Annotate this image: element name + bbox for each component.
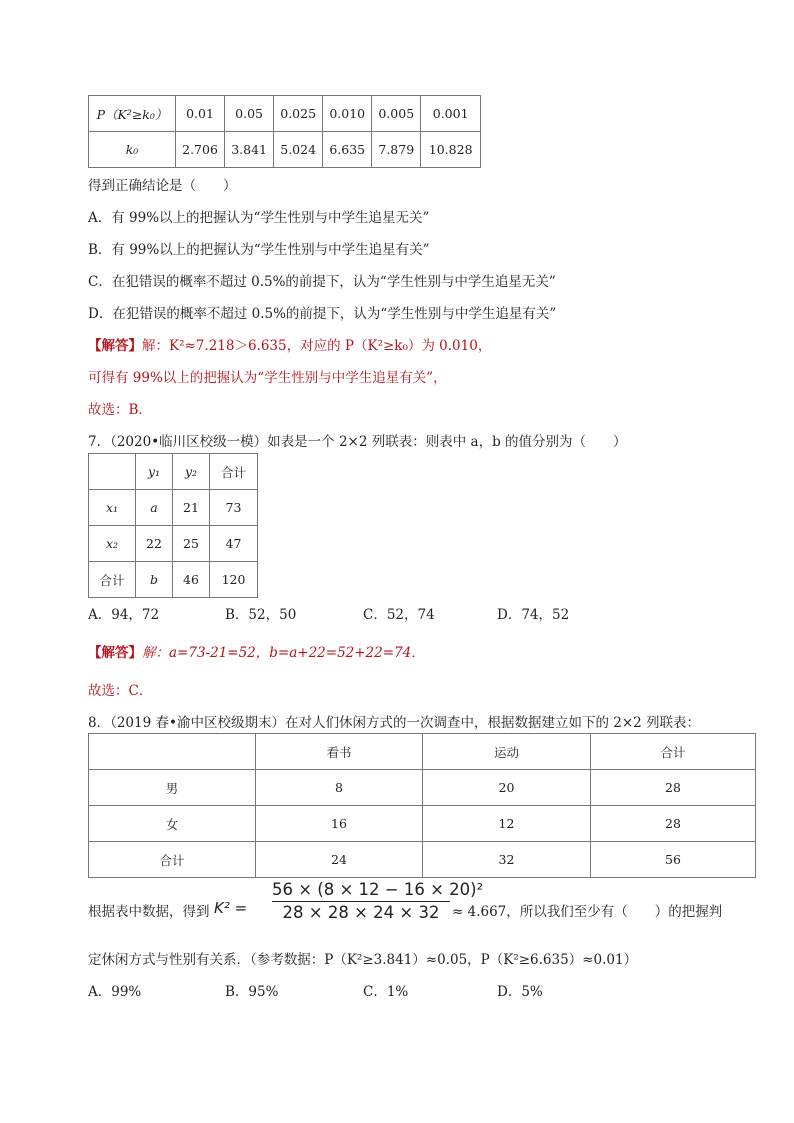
option-d: D．5%: [497, 984, 543, 1000]
table-cell: 8: [256, 770, 423, 806]
table-cell: 28: [591, 806, 756, 842]
table-cell: 0.01: [176, 96, 225, 132]
table-cell: 73: [210, 490, 258, 526]
table-header-cell: 运动: [423, 734, 591, 770]
answer-text: 解：K²≈7.218＞6.635，对应的 P（K²≥k₀）为 0.010，: [142, 338, 492, 354]
answer-choice: 故选：B．: [88, 402, 152, 418]
table-header-cell: P（K²≥k₀）: [89, 96, 176, 132]
fraction-numerator: 56 × (8 × 12 − 16 × 20)²: [272, 880, 484, 899]
table-header-cell: k₀: [89, 132, 176, 168]
table-cell: 0.025: [274, 96, 323, 132]
question-prompt: 得到正确结论是（ ）: [88, 178, 237, 194]
table-cell: x₁: [89, 490, 136, 526]
table-header-cell: y₁: [136, 454, 173, 490]
table-cell: 合计: [89, 562, 136, 598]
option-a: A．94，72: [88, 607, 160, 623]
table-cell: 22: [136, 526, 173, 562]
option-c: C．在犯错误的概率不超过 0.5%的前提下，认为“学生性别与中学生追星无关”: [88, 274, 556, 290]
answer-text: 可得有 99%以上的把握认为“学生性别与中学生追星有关”，: [88, 370, 447, 386]
table-cell: 0.05: [225, 96, 274, 132]
table-cell: 24: [256, 842, 423, 878]
option-d: D．在犯错误的概率不超过 0.5%的前提下，认为“学生性别与中学生追星有关”: [88, 306, 557, 322]
question-stem: 7．（2020•临川区校级一模）如表是一个 2×2 列联表：则表中 a，b 的值分别为（ ）: [88, 434, 627, 450]
table-header-cell: 合计: [591, 734, 756, 770]
question-text: 定休闲方式与性别有关系．（参考数据：P（K²≥3.841）≈0.05，P（K²≥6.635）≈0.01）: [88, 952, 638, 968]
option-a: A．99%: [88, 984, 142, 1000]
table-cell: 12: [423, 806, 591, 842]
table-header-cell: 看书: [256, 734, 423, 770]
table-cell: 32: [423, 842, 591, 878]
option-d: D．74，52: [497, 607, 570, 623]
table-cell: 0.001: [421, 96, 481, 132]
table-cell: a: [136, 490, 173, 526]
answer-line: [88, 334, 491, 354]
k-squared-symbol: K² =: [214, 899, 248, 917]
table-cell: 5.024: [274, 132, 323, 168]
table-cell: 6.635: [323, 132, 372, 168]
table-cell: 10.828: [421, 132, 481, 168]
table-cell: 20: [423, 770, 591, 806]
answer-tag: 【解答】: [88, 338, 142, 354]
answer-line: [88, 641, 425, 661]
answer-text: 解：a=73-21=52，b=a+22=52+22=74．: [142, 645, 425, 661]
table-cell: 女: [89, 806, 256, 842]
table-header-cell: [89, 734, 256, 770]
table-cell: 21: [173, 490, 210, 526]
table-header-cell: y₂: [173, 454, 210, 490]
table-cell: 0.005: [372, 96, 421, 132]
table-cell: 男: [89, 770, 256, 806]
table-cell: 47: [210, 526, 258, 562]
table-header-cell: 合计: [210, 454, 258, 490]
table-cell: 2.706: [176, 132, 225, 168]
table-header-cell: [89, 454, 136, 490]
option-b: B．有 99%以上的把握认为“学生性别与中学生追星有关”: [88, 242, 430, 258]
option-b: B．95%: [225, 984, 279, 1000]
table-cell: 25: [173, 526, 210, 562]
option-c: C．1%: [363, 984, 409, 1000]
table-cell: 0.010: [323, 96, 372, 132]
fraction-denominator: 28 × 28 × 24 × 32: [282, 903, 440, 922]
formula-lead-text: 根据表中数据，得到: [88, 904, 210, 920]
table-cell: 7.879: [372, 132, 421, 168]
table-cell: 28: [591, 770, 756, 806]
table-cell: b: [136, 562, 173, 598]
table-cell: 3.841: [225, 132, 274, 168]
answer-choice: 故选：C．: [88, 683, 153, 699]
option-a: A．有 99%以上的把握认为“学生性别与中学生追星无关”: [88, 210, 430, 226]
table-cell: 16: [256, 806, 423, 842]
formula-tail-text: ≈ 4.667，所以我们至少有（ ）的把握判: [452, 904, 723, 920]
table-cell: 120: [210, 562, 258, 598]
option-b: B．52，50: [225, 607, 297, 623]
question-stem: 8．（2019 春•渝中区校级期末）在对人们休闲方式的一次调查中，根据数据建立如下的 2×2 列联表：: [88, 715, 701, 731]
table-cell: 56: [591, 842, 756, 878]
contingency-table: [88, 453, 258, 598]
k-squared-fraction: [272, 880, 484, 922]
critical-value-table: [88, 95, 481, 168]
table-cell: x₂: [89, 526, 136, 562]
fraction-bar: [272, 901, 450, 902]
option-c: C．52，74: [363, 607, 435, 623]
answer-tag: 【解答】: [88, 645, 142, 661]
contingency-table: [88, 733, 756, 878]
table-cell: 46: [173, 562, 210, 598]
table-cell: 合计: [89, 842, 256, 878]
